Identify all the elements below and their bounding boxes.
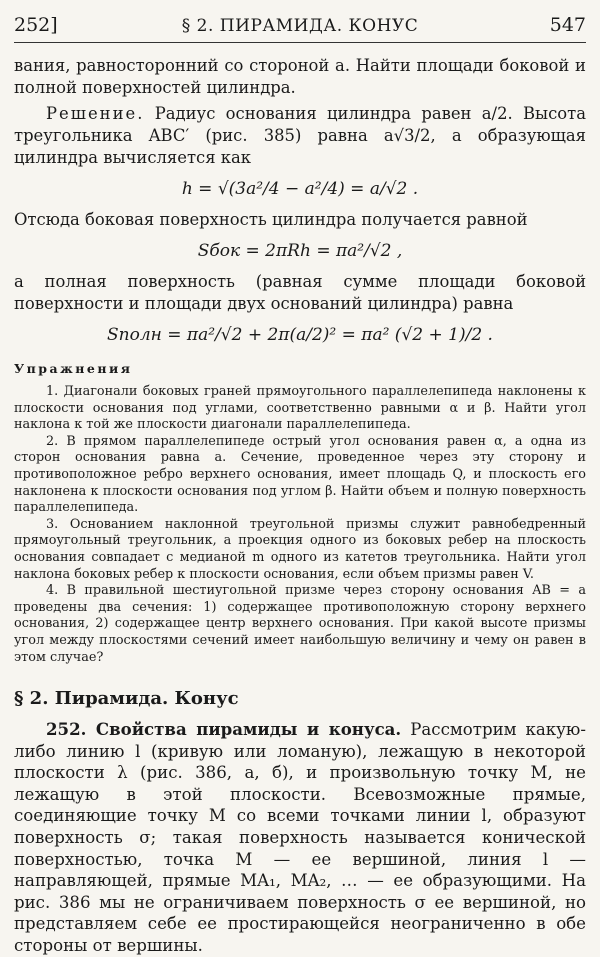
subsection-paragraph [14, 719, 586, 957]
exercise-list [14, 384, 586, 666]
section-title: § 2. Пирамида. Конус [14, 688, 239, 710]
exercises-heading: Упражнения [14, 361, 133, 376]
formula-height: h = √(3a²/4 − a²/4) = a/√2 . [181, 179, 419, 199]
formula-total-surface: Sполн = πa²/√2 + 2π(a/2)² = πa² (√2 + 1)/2 . [107, 325, 493, 345]
solution-text: Радиус основания цилиндра равен a/2. Высота треугольника ABC′ (рис. 385) равна a√3/2, а образующая цилиндра вычисляется как [14, 104, 586, 167]
page-number: 547 [549, 14, 586, 36]
running-title: § 2. ПИРАМИДА. КОНУС [181, 16, 419, 36]
page-ref: 252] [14, 14, 58, 36]
solution-label: Решение. [46, 104, 145, 123]
total-paragraph: а полная поверхность (равная сумме площади боковой поверхности и площади двух оснований цилиндра) равна [14, 272, 586, 313]
formula-lateral-surface: Sбок = 2πRh = πa²/√2 , [197, 241, 403, 261]
exercise-item: 3. Основанием наклонной треугольной призмы служит равнобедренный прямоугольный треугольник, а проекция одного из боковых ребер на плоскость основания совпадает с медианой m одного из катетов треугольника. Найти угол наклона боковых ребер к плоскости основания, если объем призмы равен V. [14, 516, 586, 582]
subsection-title: 252. Свойства пирамиды и конуса. [46, 719, 402, 740]
subsection-text: Рассмотрим какую-либо линию l (кривую или ломаную), лежащую в некоторой плоскости λ (рис. 386, а, б), и произвольную точку M, не лежащую в этой плоскости. Всевозможные прямые, соединяющие точку M со всеми точками линии l, образуют поверхность σ; такая поверхность называется конической поверхностью, точка M — ее вершиной, линия l — направляющей, прямые MA₁, MA₂, … — ее образующими. На рис. 386 мы не ограничиваем поверхность σ ее вершиной, но представляем себе ее простирающейся неограниченно в обе стороны от вершины. [14, 720, 586, 956]
exercise-item: 4. В правильной шестиугольной призме через сторону основания AB = a проведены два сечения: 1) содержащее противоположную сторону верхнего основания, 2) содержащее центр верхнего основания. При какой высоте призмы угол между плоскостями сечений имеет наибольшую величину и чему он равен в этом случае? [14, 583, 586, 665]
lateral-paragraph: Отсюда боковая поверхность цилиндра получается равной [14, 210, 528, 229]
exercise-item: 2. В прямом параллелепипеде острый угол основания равен α, а одна из сторон основания равна a. Сечение, проведенное через эту сторону и противоположное ребро верхнего основания, имеет площадь Q, и плоскость его наклонена к плоскости основания под углом β. Найти объем и полную поверхность параллелепипеда. [14, 433, 586, 516]
book-page [14, 8, 586, 957]
intro-paragraph: вания, равносторонний со стороной a. Найти площади боковой и полной поверхностей цилиндра. [14, 56, 586, 97]
exercise-item: 1. Диагонали боковых граней прямоугольного параллелепипеда наклонены к плоскости основания под углами, соответственно равными α и β. Найти угол наклона к той же плоскости диагонали параллелепипеда. [14, 384, 586, 433]
running-header [14, 8, 586, 43]
solution-paragraph [14, 103, 586, 169]
